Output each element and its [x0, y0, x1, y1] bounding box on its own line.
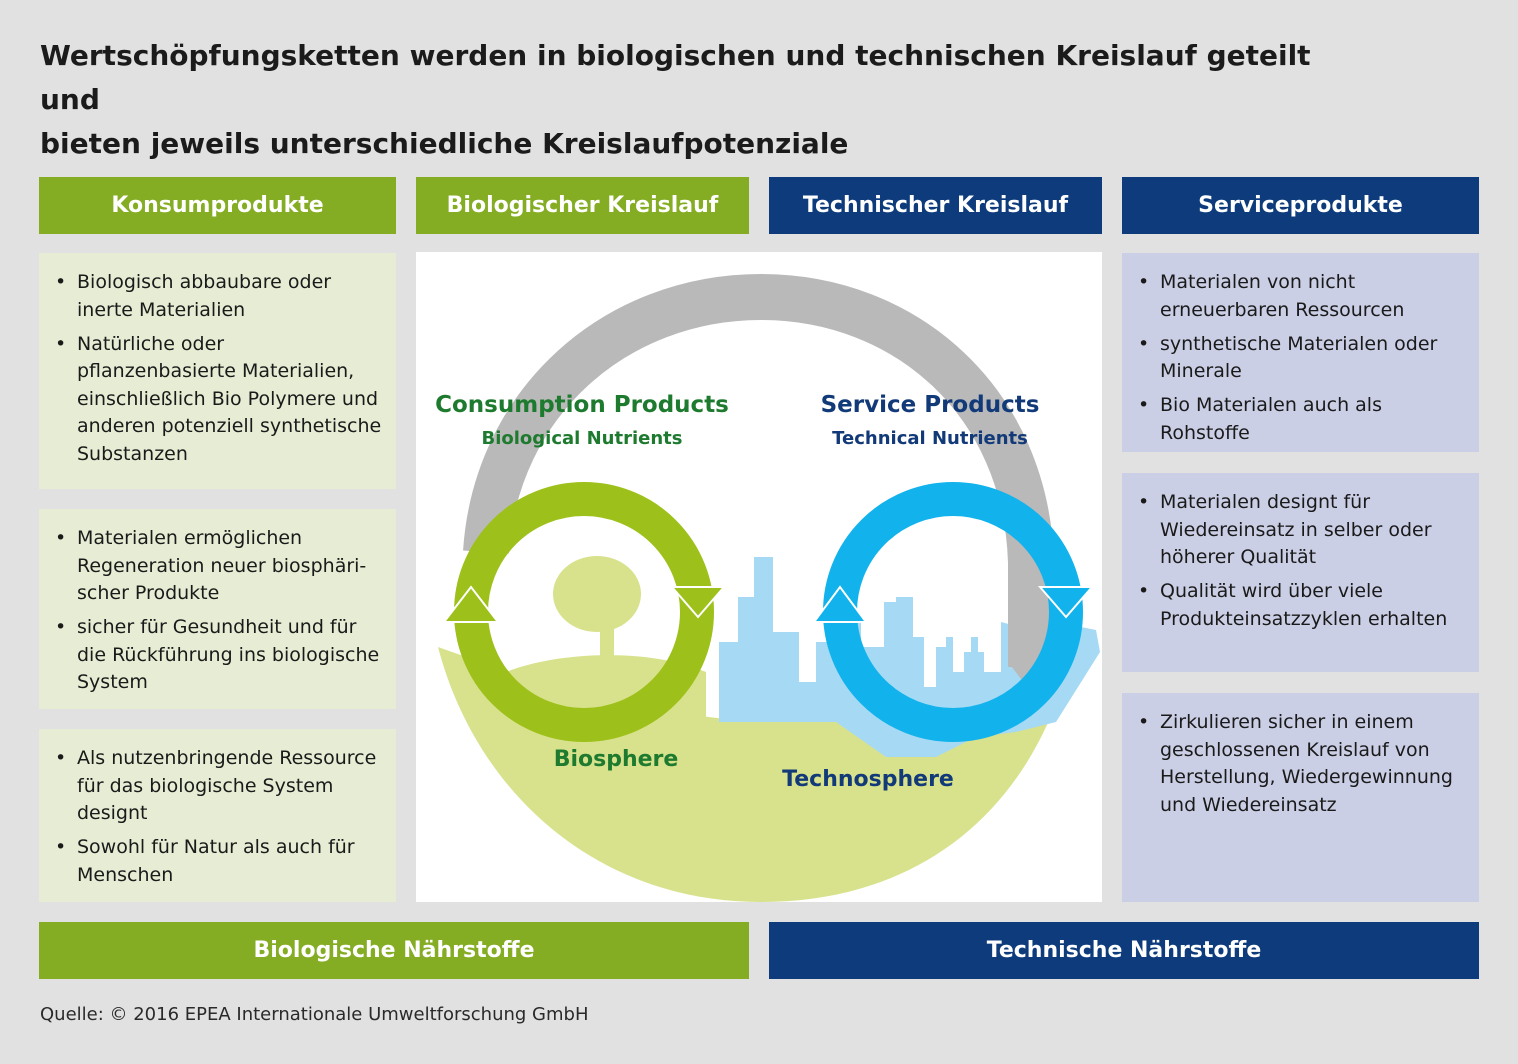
konsum-box-3 — [39, 729, 396, 902]
header-technischer-kreislauf: Technischer Kreislauf — [769, 177, 1102, 234]
list-item: • Materialen von nicht erneuerbaren Ressourcen — [1160, 269, 1467, 324]
footer-technische-naehrstoffe: Technische Nährstoffe — [769, 922, 1479, 979]
source-note: Quelle: © 2016 EPEA Internationale Umweltforschung GmbH — [40, 1004, 589, 1025]
konsum-box-2 — [39, 509, 396, 709]
page-title — [40, 34, 1340, 166]
header-konsumprodukte: Konsumprodukte — [39, 177, 396, 234]
service-products-label: Service Products — [820, 392, 1040, 418]
footer-biologische-naehrstoffe: Biologische Nährstoffe — [39, 922, 749, 979]
konsum-box-1 — [39, 253, 396, 489]
technical-nutrients-label: Technical Nutrients — [832, 428, 1028, 449]
list-item: • Materialen designt für Wiedereinsatz in selber oder höherer Qualität — [1160, 489, 1467, 572]
list-item: • Bio Materialen auch als Rohstoffe — [1160, 392, 1467, 447]
header-biologischer-kreislauf: Biologischer Kreislauf — [416, 177, 749, 234]
service-box-2 — [1122, 473, 1479, 672]
title-line-1: Wertschöpfungsketten werden in biologischen und technischen Kreislauf geteilt und — [40, 39, 1311, 116]
consumption-products-label: Consumption Products — [435, 392, 729, 418]
cycle-diagram — [416, 252, 1102, 902]
cycle-graphic — [416, 252, 1102, 902]
list-item: • sicher für Gesundheit und für die Rückführung ins biologische System — [77, 614, 384, 697]
list-item: • Zirkulieren sicher in einem geschlossenen Kreislauf von Herstellung, Wiedergewinnung und Wiedereinsatz — [1160, 709, 1467, 819]
list-item: • Sowohl für Natur als auch für Menschen — [77, 834, 384, 889]
list-item: • Biologisch abbaubare oder inerte Materialien — [77, 269, 384, 324]
list-item: • synthetische Materialen oder Minerale — [1160, 331, 1467, 386]
header-serviceprodukte: Serviceprodukte — [1122, 177, 1479, 234]
tree-crown — [553, 556, 641, 632]
biosphere-label: Biosphere — [553, 747, 679, 772]
list-item: • Materialen ermöglichen Regeneration neuer biosphäri-scher Produkte — [77, 525, 384, 608]
title-line-2: bieten jeweils unterschiedliche Kreislaufpotenziale — [40, 127, 849, 160]
biological-nutrients-label: Biological Nutrients — [481, 428, 683, 449]
service-box-1 — [1122, 253, 1479, 452]
list-item: • Qualität wird über viele Produkteinsatzzyklen erhalten — [1160, 578, 1467, 633]
technosphere-label: Technosphere — [782, 767, 954, 792]
service-box-3 — [1122, 693, 1479, 902]
list-item: • Natürliche oder pflanzenbasierte Materialien, einschließlich Bio Polymere und anderen potenziell synthetische Substanzen — [77, 331, 384, 469]
list-item: • Als nutzenbringende Ressource für das biologische System designt — [77, 745, 384, 828]
